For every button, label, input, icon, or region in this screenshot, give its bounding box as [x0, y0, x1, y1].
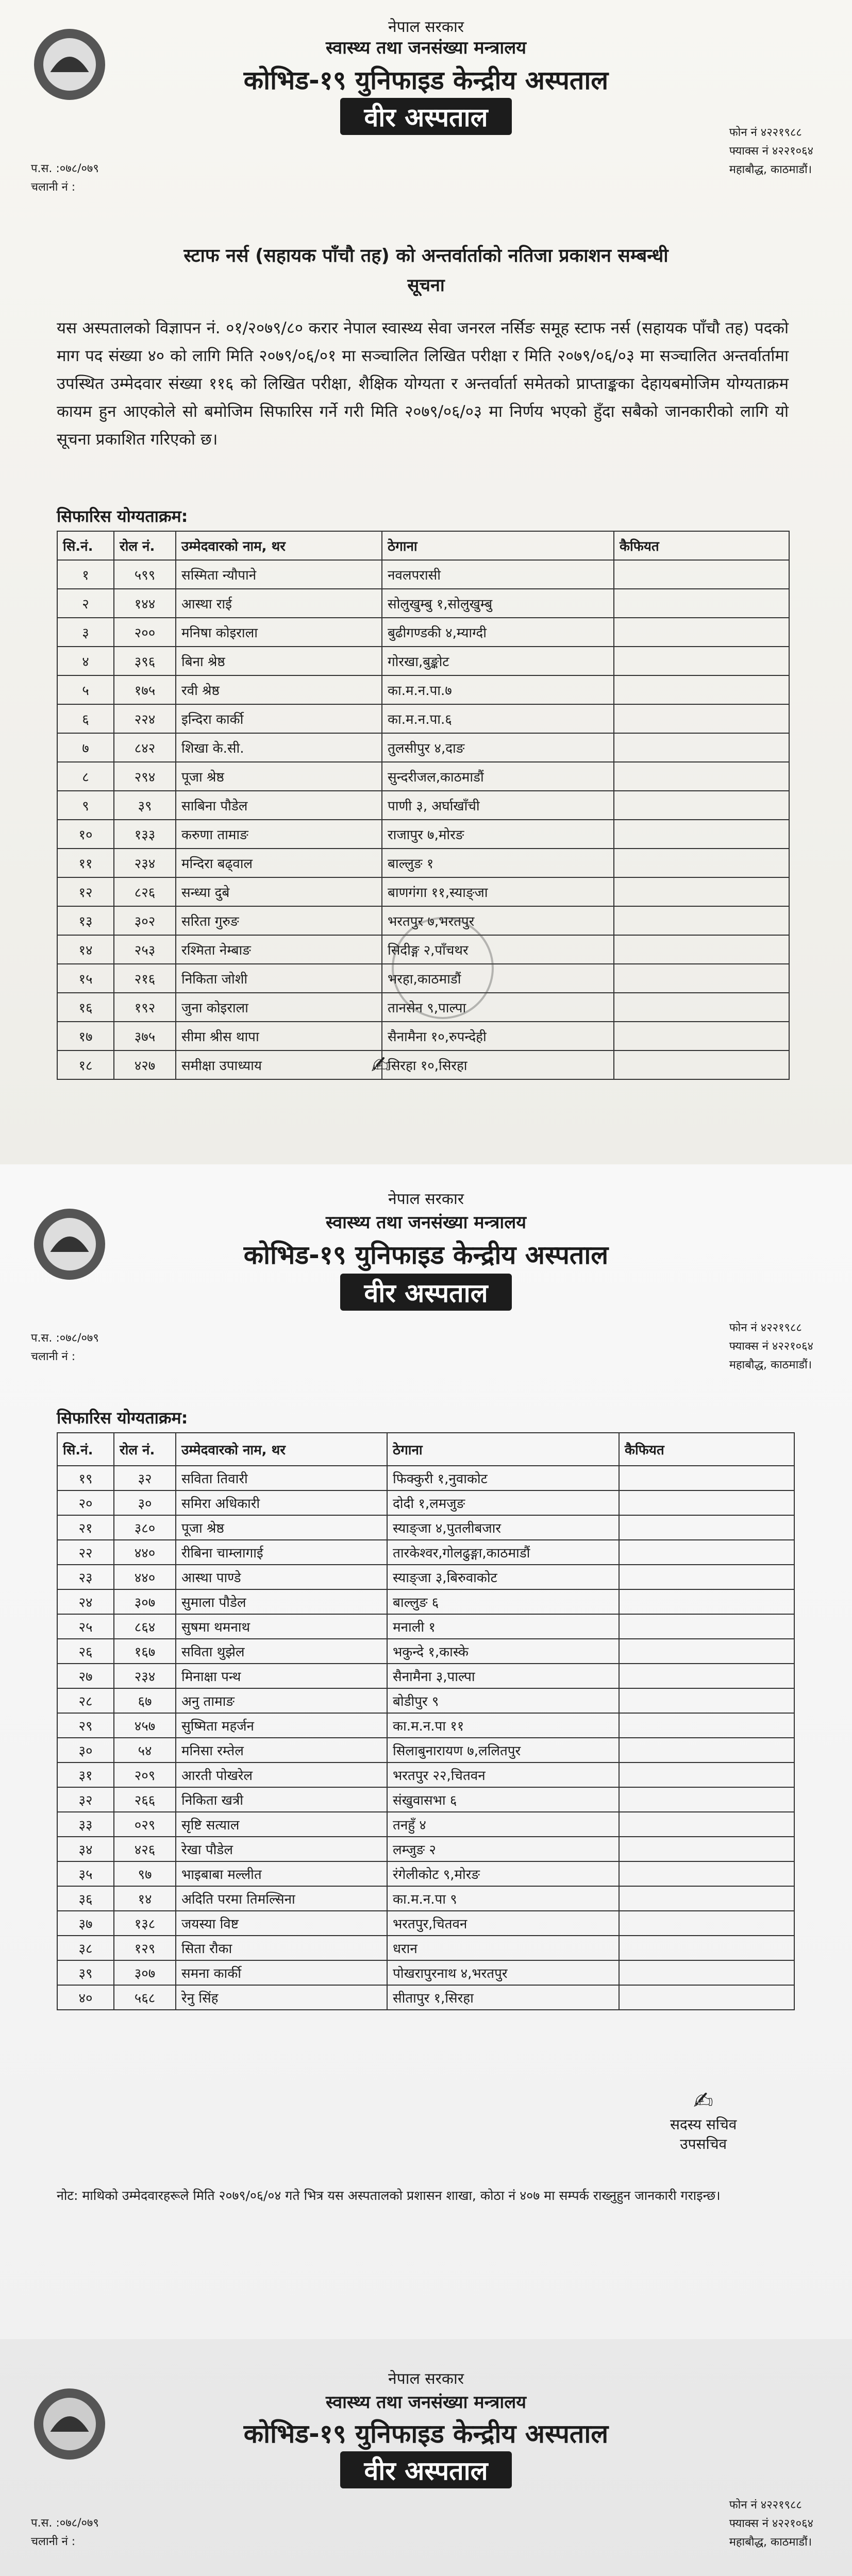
cell-roll: १६७: [114, 1639, 176, 1664]
cell-sn: ३८: [57, 1936, 114, 1960]
cell-roll: १३३: [114, 820, 176, 849]
cell-remarks: [619, 1762, 794, 1787]
cell-sn: २८: [57, 1688, 114, 1713]
cell-roll: ५६८: [114, 1985, 176, 2010]
cell-sn: १२: [57, 877, 114, 906]
table-row: [57, 1466, 794, 1490]
cell-roll: १३८: [114, 1911, 176, 1936]
cell-remarks: [614, 647, 789, 675]
cell-remarks: [614, 675, 789, 704]
cell-roll: ३०७: [114, 1589, 176, 1614]
cell-sn: ३४: [57, 1837, 114, 1861]
cell-roll: ४२६: [114, 1837, 176, 1861]
col-remarks: कैफियत: [619, 1433, 794, 1466]
col-address: ठेगाना: [382, 531, 614, 560]
cell-remarks: [619, 1985, 794, 2010]
cell-sn: १०: [57, 820, 114, 849]
cell-name: शिखा के.सी.: [176, 733, 382, 762]
cell-roll: ५९९: [114, 560, 176, 589]
table-row: [57, 1688, 794, 1713]
cell-remarks: [619, 1738, 794, 1762]
table-row: [57, 1812, 794, 1837]
table-row: [57, 1664, 794, 1688]
cell-name: रश्मिता नेम्बाङ: [176, 935, 382, 964]
table-row: [57, 1589, 794, 1614]
cell-sn: २२: [57, 1540, 114, 1565]
letterhead-gov: नेपाल सरकार: [388, 2370, 464, 2388]
notice-page-1: [0, 0, 852, 1164]
cell-remarks: [619, 1886, 794, 1911]
table-row: [57, 1960, 794, 1985]
cell-address: फिक्कुरी १,नुवाकोट: [387, 1466, 619, 1490]
cell-roll: ५४: [114, 1738, 176, 1762]
cell-remarks: [614, 993, 789, 1022]
footnote: नोट: माथिको उम्मेदवारहरूले मिति २०७९/०६/०४ गते भित्र यस अस्पतालको प्रशासन शाखा, कोठा नं ४०७ मा सम्पर्क राख्नुहुन जानकारी गराइन्छ।: [57, 2188, 721, 2203]
cell-name: सुषमा थमनाथ: [176, 1614, 387, 1639]
cell-sn: १६: [57, 993, 114, 1022]
letterhead-ref: [31, 2514, 99, 2551]
cell-address: भरतपुर,चितवन: [387, 1911, 619, 1936]
notice-subtitle: सूचना: [407, 275, 445, 296]
table-row: [57, 1837, 794, 1861]
cell-name: सस्मिता न्यौपाने: [176, 560, 382, 589]
cell-roll: ८४२: [114, 733, 176, 762]
cell-sn: १५: [57, 964, 114, 993]
letterhead-gov: नेपाल सरकार: [388, 18, 464, 36]
cell-roll: ३८०: [114, 1515, 176, 1540]
cell-sn: ३७: [57, 1911, 114, 1936]
cell-remarks: [619, 1837, 794, 1861]
cell-remarks: [614, 849, 789, 877]
letterhead-hospital: कोभिड-१९ युनिफाइड केन्द्रीय अस्पताल: [243, 1240, 609, 1270]
notice-page-2: [0, 1164, 852, 2339]
cell-address: भरहा,काठमाडौं: [382, 964, 614, 993]
cell-remarks: [614, 618, 789, 647]
table-row: [57, 618, 789, 647]
letterhead-hospital: कोभिड-१९ युनिफाइड केन्द्रीय अस्पताल: [243, 2419, 609, 2449]
cell-roll: २६६: [114, 1787, 176, 1812]
cell-name: समिरा अधिकारी: [176, 1490, 387, 1515]
cell-sn: १७: [57, 1022, 114, 1050]
notice-body: यस अस्पतालको विज्ञापन नं. ०१/२०७९/८० करार नेपाल स्वास्थ्य सेवा जनरल नर्सिङ समूह स्टाफ नर्स (सहायक पाँचौ तह) पदको माग पद संख्या ४० को लागि मिति २०७९/०६/०१ मा सञ्चालित लिखित परीक्षा र मिति २०७९/०६/०३ मा सञ्चालित अन्तर्वार्तामा उपस्थित उम्मेदवार संख्या ११६ को लिखित परीक्षा, शैक्षिक योग्यता र अन्तर्वार्ता समेतको प्राप्ताङ्कका देहायबमोजिम योग्यताक्रम कायम हुन आएकोले सो बमोजिम सिफारिस गर्ने गरी मिति २०७९/०६/०३ मा निर्णय भएको हुँदा सबैको जानकारीको लागि यो सूचना प्रकाशित गरिएको छ।: [57, 319, 789, 449]
letterhead-contact: [729, 124, 813, 179]
table-row: [57, 1614, 794, 1639]
col-remarks: कैफियत: [614, 531, 789, 560]
cell-address: पाणी ३, अर्घाखाँची: [382, 791, 614, 820]
cell-sn: २४: [57, 1589, 114, 1614]
cell-remarks: [619, 1664, 794, 1688]
col-sn: सि.नं.: [57, 531, 114, 560]
cell-roll: ३९६: [114, 647, 176, 675]
table-row: [57, 1050, 789, 1079]
cell-sn: २: [57, 589, 114, 618]
table-row: [57, 877, 789, 906]
table-row: [57, 1540, 794, 1565]
cell-name: पूजा श्रेष्ठ: [176, 1515, 387, 1540]
cell-sn: ३५: [57, 1861, 114, 1886]
table-row: [57, 1911, 794, 1936]
letterhead-bir: वीर अस्पताल: [0, 98, 852, 135]
cell-name: आरती पोखरेल: [176, 1762, 387, 1787]
cell-roll: ४२७: [114, 1050, 176, 1079]
cell-address: तानसेन ९,पाल्पा: [382, 993, 614, 1022]
cell-sn: ४०: [57, 1985, 114, 2010]
cell-address: भरतपुर ७,भरतपुर: [382, 906, 614, 935]
cell-remarks: [619, 1466, 794, 1490]
cell-address: धरान: [387, 1936, 619, 1960]
letterhead-gov: नेपाल सरकार: [388, 1190, 464, 1208]
cell-remarks: [619, 1787, 794, 1812]
cell-address: बोडीपुर ९: [387, 1688, 619, 1713]
cell-address: का.म.न.पा.६: [382, 704, 614, 733]
cell-name: सृष्टि सत्याल: [176, 1812, 387, 1837]
cell-address: दोदी १,लमजुङ: [387, 1490, 619, 1515]
signature-1: [371, 1051, 391, 1079]
cell-remarks: [619, 1960, 794, 1985]
cell-roll: ९७: [114, 1861, 176, 1886]
table-row: [57, 820, 789, 849]
cell-sn: १३: [57, 906, 114, 935]
cell-address: सीतापुर १,सिरहा: [387, 1985, 619, 2010]
list-label-2: सिफारिस योग्यताक्रम:: [57, 1408, 188, 1428]
cell-name: समीक्षा उपाध्याय: [176, 1050, 382, 1079]
cell-address: सैनामैना १०,रुपन्देही: [382, 1022, 614, 1050]
table-row: [57, 1985, 794, 2010]
cell-sn: २३: [57, 1565, 114, 1589]
table-row: [57, 1565, 794, 1589]
cell-roll: ३२: [114, 1466, 176, 1490]
cell-name: सुमाला पौडेल: [176, 1589, 387, 1614]
cell-remarks: [619, 1936, 794, 1960]
cell-remarks: [619, 1589, 794, 1614]
letterhead-bir: वीर अस्पताल: [0, 1274, 852, 1311]
cell-address: भरतपुर २२,चितवन: [387, 1762, 619, 1787]
cell-sn: ३२: [57, 1787, 114, 1812]
letterhead-contact: [729, 2496, 813, 2552]
table-row: [57, 1738, 794, 1762]
col-address: ठेगाना: [387, 1433, 619, 1466]
cell-remarks: [614, 964, 789, 993]
fax: फ्याक्स नं ४२२१०६४: [729, 145, 813, 158]
cell-name: जुना कोइराला: [176, 993, 382, 1022]
letterhead-ref: [31, 160, 99, 197]
table-row: [57, 560, 789, 589]
cell-remarks: [614, 877, 789, 906]
table-row: [57, 849, 789, 877]
letterhead: [0, 2339, 852, 2566]
cell-name: आस्था राई: [176, 589, 382, 618]
cell-address: बुढीगण्डकी ४,म्याग्दी: [382, 618, 614, 647]
cell-roll: ३७५: [114, 1022, 176, 1050]
results-table-2: [57, 1432, 795, 2010]
cell-roll: ८२६: [114, 877, 176, 906]
cell-name: सन्ध्या दुबे: [176, 877, 382, 906]
cell-roll: ८६४: [114, 1614, 176, 1639]
cell-address: पोखरापुरनाथ ४,भरतपुर: [387, 1960, 619, 1985]
letterhead: [0, 0, 852, 227]
cell-name: बिना श्रेष्ठ: [176, 647, 382, 675]
cell-name: रवी श्रेष्ठ: [176, 675, 382, 704]
cell-sn: ९: [57, 791, 114, 820]
cell-roll: १४४: [114, 589, 176, 618]
cell-name: निकिता जोशी: [176, 964, 382, 993]
notice-title: स्टाफ नर्स (सहायक पाँचौ तह) को अन्तर्वार्ताको नतिजा प्रकाशन सम्बन्धी सूचना: [0, 242, 852, 296]
cell-remarks: [619, 1490, 794, 1515]
cell-name: साबिना पौडेल: [176, 791, 382, 820]
cell-address: स्याङ्जा ३,बिरुवाकोट: [387, 1565, 619, 1589]
cell-name: रेनु सिंह: [176, 1985, 387, 2010]
fax: फ्याक्स नं ४२२१०६४: [729, 1340, 813, 1353]
table-row: [57, 675, 789, 704]
table-row: [57, 589, 789, 618]
cell-sn: २९: [57, 1713, 114, 1738]
cell-roll: ३०७: [114, 1960, 176, 1985]
cell-name: मनिषा कोइराला: [176, 618, 382, 647]
cell-remarks: [614, 820, 789, 849]
address: महाबौद्ध, काठमाडौं।: [729, 1359, 812, 1371]
cell-name: रेखा पौडेल: [176, 1837, 387, 1861]
cell-address: गोरखा,बुङ्कोट: [382, 647, 614, 675]
cell-roll: १२९: [114, 1936, 176, 1960]
ref-chalani: चलानी नं :: [31, 1350, 76, 1363]
cell-roll: २००: [114, 618, 176, 647]
cell-name: पूजा श्रेष्ठ: [176, 762, 382, 791]
cell-name: सविता तिवारी: [176, 1466, 387, 1490]
cell-name: मन्दिरा बढ्वाल: [176, 849, 382, 877]
cell-remarks: [619, 1812, 794, 1837]
cell-address: राजापुर ७,मोरङ: [382, 820, 614, 849]
cell-roll: ४४०: [114, 1565, 176, 1589]
cell-name: मनिसा रम्तेल: [176, 1738, 387, 1762]
cell-roll: ६७: [114, 1688, 176, 1713]
cell-sn: ३६: [57, 1886, 114, 1911]
ref-patra: प.स. :०७८/०७९: [31, 1332, 99, 1345]
fax: फ्याक्स नं ४२२१०६४: [729, 2517, 813, 2530]
cell-address: रंगेलीकोट ९,मोरङ: [387, 1861, 619, 1886]
cell-name: अनु तामाङ: [176, 1688, 387, 1713]
cell-roll: १९२: [114, 993, 176, 1022]
cell-address: नवलपरासी: [382, 560, 614, 589]
cell-sn: २७: [57, 1664, 114, 1688]
col-name: उम्मेदवारको नाम, थर: [176, 1433, 387, 1466]
letterhead: [0, 1164, 852, 1391]
cell-sn: ३३: [57, 1812, 114, 1837]
cell-roll: २०९: [114, 1762, 176, 1787]
cell-remarks: [614, 560, 789, 589]
table-row: [57, 1936, 794, 1960]
cell-roll: २२४: [114, 704, 176, 733]
cell-remarks: [619, 1614, 794, 1639]
cell-sn: १९: [57, 1466, 114, 1490]
cell-roll: २१६: [114, 964, 176, 993]
cell-remarks: [619, 1911, 794, 1936]
cell-name: भाइबाबा मल्लीत: [176, 1861, 387, 1886]
cell-name: सरिता गुरुङ: [176, 906, 382, 935]
cell-remarks: [619, 1688, 794, 1713]
cell-address: तुलसीपुर ४,दाङ: [382, 733, 614, 762]
cell-remarks: [614, 1022, 789, 1050]
cell-address: स्याङ्जा ४,पुतलीबजार: [387, 1515, 619, 1540]
phone: फोन नं ४२२१९८८: [729, 2499, 802, 2512]
cell-sn: २०: [57, 1490, 114, 1515]
letterhead-ref: [31, 1329, 99, 1366]
cell-address: बाल्लुङ १: [382, 849, 614, 877]
signature-role-1: सदस्य सचिव: [670, 2116, 737, 2133]
table-row: [57, 1490, 794, 1515]
office-stamp: [392, 917, 494, 1019]
cell-roll: २३४: [114, 849, 176, 877]
phone: फोन नं ४२२१९८८: [729, 1321, 802, 1334]
cell-roll: ३०: [114, 1490, 176, 1515]
cell-roll: ०२९: [114, 1812, 176, 1837]
cell-remarks: [619, 1861, 794, 1886]
notice-page-3: [0, 2339, 852, 2576]
table-row: [57, 647, 789, 675]
cell-sn: ३०: [57, 1738, 114, 1762]
address: महाबौद्ध, काठमाडौं।: [729, 163, 812, 176]
cell-remarks: [614, 762, 789, 791]
cell-remarks: [614, 704, 789, 733]
cell-name: निकिता खत्री: [176, 1787, 387, 1812]
signature-2: [670, 2087, 737, 2154]
table-row: [57, 1713, 794, 1738]
cell-roll: ३०२: [114, 906, 176, 935]
letterhead-ministry: स्वास्थ्य तथा जनसंख्या मन्त्रालय: [326, 38, 526, 58]
table-row: [57, 762, 789, 791]
cell-remarks: [619, 1713, 794, 1738]
cell-name: जयस्या विष्ट: [176, 1911, 387, 1936]
table-row: [57, 1022, 789, 1050]
table-row: [57, 1886, 794, 1911]
cell-address: भकुन्दे १,कास्के: [387, 1639, 619, 1664]
table-row: [57, 1787, 794, 1812]
table-row: [57, 1639, 794, 1664]
cell-address: का.म.न.पा ११: [387, 1713, 619, 1738]
cell-remarks: [614, 1050, 789, 1079]
signature-role-2: उपसचिव: [680, 2136, 727, 2153]
cell-address: सैनामैना ३,पाल्पा: [387, 1664, 619, 1688]
table-row: [57, 791, 789, 820]
table-row: [57, 1762, 794, 1787]
cell-address: सोलुखुम्बु १,सोलुखुम्बु: [382, 589, 614, 618]
signature-mark: ✍: [693, 2087, 713, 2114]
cell-address: तनहुँ ४: [387, 1812, 619, 1837]
ref-chalani: चलानी नं :: [31, 181, 76, 194]
cell-address: सिदीङ्ग २,पाँचथर: [382, 935, 614, 964]
cell-remarks: [614, 935, 789, 964]
cell-name: इन्दिरा कार्की: [176, 704, 382, 733]
cell-address: संखुवासभा ६: [387, 1787, 619, 1812]
table-row: [57, 704, 789, 733]
cell-sn: २१: [57, 1515, 114, 1540]
cell-address: का.म.न.पा ९: [387, 1886, 619, 1911]
cell-sn: २६: [57, 1639, 114, 1664]
ref-patra: प.स. :०७८/०७९: [31, 2517, 99, 2530]
cell-roll: ३९: [114, 791, 176, 820]
cell-roll: ४५७: [114, 1713, 176, 1738]
cell-name: रीबिना चाम्लागाई: [176, 1540, 387, 1565]
cell-roll: २९४: [114, 762, 176, 791]
cell-name: सीमा श्रीस थापा: [176, 1022, 382, 1050]
cell-address: सुन्दरीजल,काठमाडौं: [382, 762, 614, 791]
cell-name: अदिति परमा तिमल्सिना: [176, 1886, 387, 1911]
cell-sn: १८: [57, 1050, 114, 1079]
cell-sn: ८: [57, 762, 114, 791]
cell-name: समना कार्की: [176, 1960, 387, 1985]
ref-patra: प.स. :०७८/०७९: [31, 162, 99, 175]
cell-sn: १४: [57, 935, 114, 964]
cell-name: सुष्मिता महर्जन: [176, 1713, 387, 1738]
cell-address: बाल्लुङ ६: [387, 1589, 619, 1614]
cell-remarks: [614, 733, 789, 762]
cell-remarks: [619, 1565, 794, 1589]
cell-sn: ३१: [57, 1762, 114, 1787]
letterhead-ministry: स्वास्थ्य तथा जनसंख्या मन्त्रालय: [326, 2392, 526, 2413]
phone: फोन नं ४२२१९८८: [729, 126, 802, 139]
cell-address: सिलाबुनारायण ७,ललितपुर: [387, 1738, 619, 1762]
cell-sn: ३९: [57, 1960, 114, 1985]
cell-address: मनाली १: [387, 1614, 619, 1639]
table-row: [57, 1861, 794, 1886]
cell-remarks: [614, 906, 789, 935]
cell-name: सिता रौका: [176, 1936, 387, 1960]
cell-sn: ५: [57, 675, 114, 704]
col-roll: रोल नं.: [114, 531, 176, 560]
cell-roll: २३४: [114, 1664, 176, 1688]
table-row: [57, 733, 789, 762]
cell-sn: ४: [57, 647, 114, 675]
cell-name: सविता थुझेल: [176, 1639, 387, 1664]
cell-address: तारकेश्वर,गोलढुङ्गा,काठमाडौं: [387, 1540, 619, 1565]
cell-address: बाणगंगा ११,स्याङ्जा: [382, 877, 614, 906]
letterhead-bir: वीर अस्पताल: [0, 2451, 852, 2488]
cell-remarks: [619, 1639, 794, 1664]
cell-address: सिरहा १०,सिरहा: [382, 1050, 614, 1079]
cell-roll: ४४०: [114, 1540, 176, 1565]
cell-address: का.म.न.पा.७: [382, 675, 614, 704]
cell-sn: १: [57, 560, 114, 589]
address: महाबौद्ध, काठमाडौं।: [729, 2536, 812, 2549]
ref-chalani: चलानी नं :: [31, 2535, 76, 2548]
cell-remarks: [619, 1515, 794, 1540]
col-name: उम्मेदवारको नाम, थर: [176, 531, 382, 560]
letterhead-hospital: कोभिड-१९ युनिफाइड केन्द्रीय अस्पताल: [243, 65, 609, 95]
cell-name: मिनाक्षा पन्थ: [176, 1664, 387, 1688]
table-row: [57, 1515, 794, 1540]
cell-roll: १४: [114, 1886, 176, 1911]
cell-sn: ११: [57, 849, 114, 877]
cell-address: लम्जुङ २: [387, 1837, 619, 1861]
col-sn: सि.नं.: [57, 1433, 114, 1466]
cell-sn: ६: [57, 704, 114, 733]
cell-name: करुणा तामाङ: [176, 820, 382, 849]
letterhead-ministry: स्वास्थ्य तथा जनसंख्या मन्त्रालय: [326, 1212, 526, 1233]
cell-roll: २५३: [114, 935, 176, 964]
signature-mark: ✍: [371, 1051, 391, 1079]
cell-sn: ७: [57, 733, 114, 762]
cell-remarks: [614, 791, 789, 820]
cell-sn: ३: [57, 618, 114, 647]
cell-name: आस्था पाण्डे: [176, 1565, 387, 1589]
list-label-1: सिफारिस योग्यताक्रम:: [57, 506, 188, 526]
letterhead-contact: [729, 1319, 813, 1375]
cell-sn: २५: [57, 1614, 114, 1639]
cell-remarks: [614, 589, 789, 618]
cell-remarks: [619, 1540, 794, 1565]
cell-roll: १७५: [114, 675, 176, 704]
col-roll: रोल नं.: [114, 1433, 176, 1466]
